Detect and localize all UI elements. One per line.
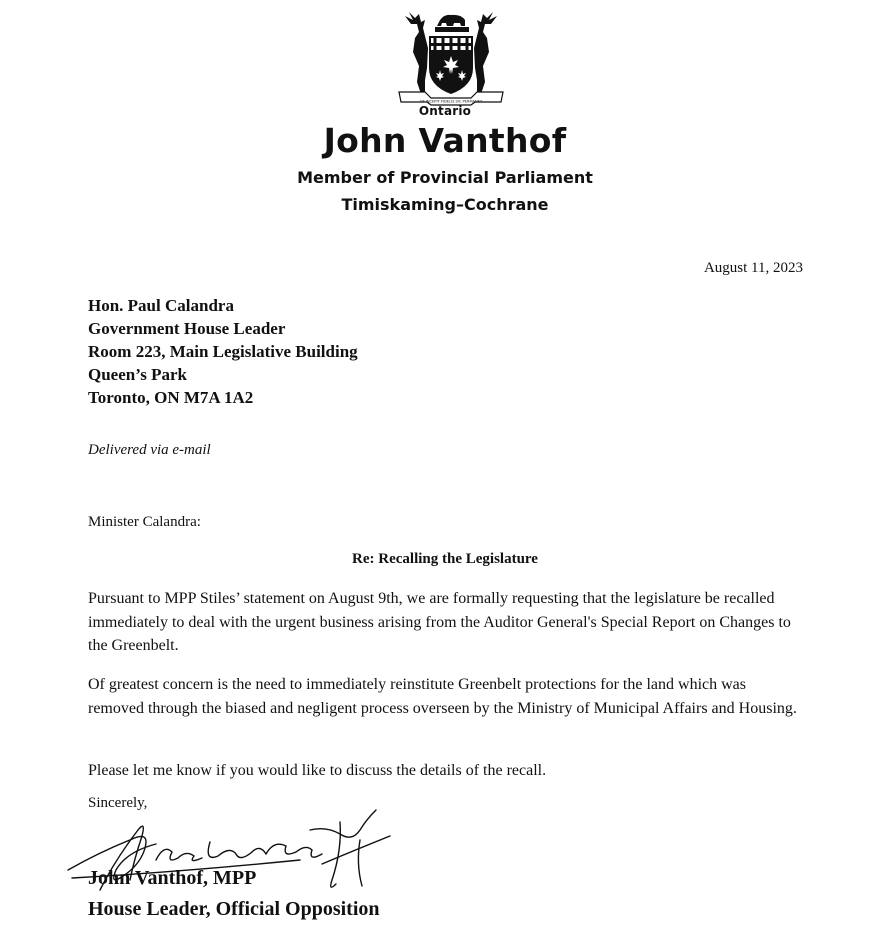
address-line: Room 223, Main Legislative Building (88, 342, 358, 361)
address-line: Toronto, ON M7A 1A2 (88, 388, 254, 407)
signature-role: House Leader, Official Opposition (88, 898, 380, 920)
subject-line: Re: Recalling the Legislature (352, 551, 538, 567)
recipient-address (88, 294, 358, 409)
body-paragraph: Of greatest concern is the need to immediately reinstitute Greenbelt protections for the land which was removed through the biased and negligent process overseen by the Ministry of Municipal Affairs and Housing. (88, 676, 797, 717)
crest-caption: Ontario (418, 104, 472, 118)
address-line: Hon. Paul Calandra (88, 296, 234, 315)
salutation: Minister Calandra: (88, 514, 201, 530)
address-line: Queen’s Park (88, 365, 188, 384)
letterhead-title: Member of Provincial Parliament (297, 168, 593, 187)
letterhead-name: John Vanthof (323, 121, 567, 160)
closing: Sincerely, (88, 795, 148, 811)
body-paragraph: Please let me know if you would like to discuss the details of the recall. (88, 762, 547, 779)
letterhead-riding: Timiskaming–Cochrane (341, 195, 549, 214)
body-paragraph: Pursuant to MPP Stiles’ statement on August 9th, we are formally requesting that the legislature be recalled immediately to deal with the urgent business arising from the Auditor General's Special Report on Changes to the Greenbelt. (88, 590, 791, 654)
svg-text:UT INCEPIT FIDELIS SIC PERMANE: UT INCEPIT FIDELIS SIC PERMANET (419, 99, 483, 104)
ontario-coat-of-arms-icon (395, 8, 507, 108)
signature-name: John Vanthof, MPP (88, 867, 257, 889)
address-line: Government House Leader (88, 319, 286, 338)
delivery-note: Delivered via e-mail (88, 442, 211, 458)
letter-date: August 11, 2023 (703, 260, 803, 276)
